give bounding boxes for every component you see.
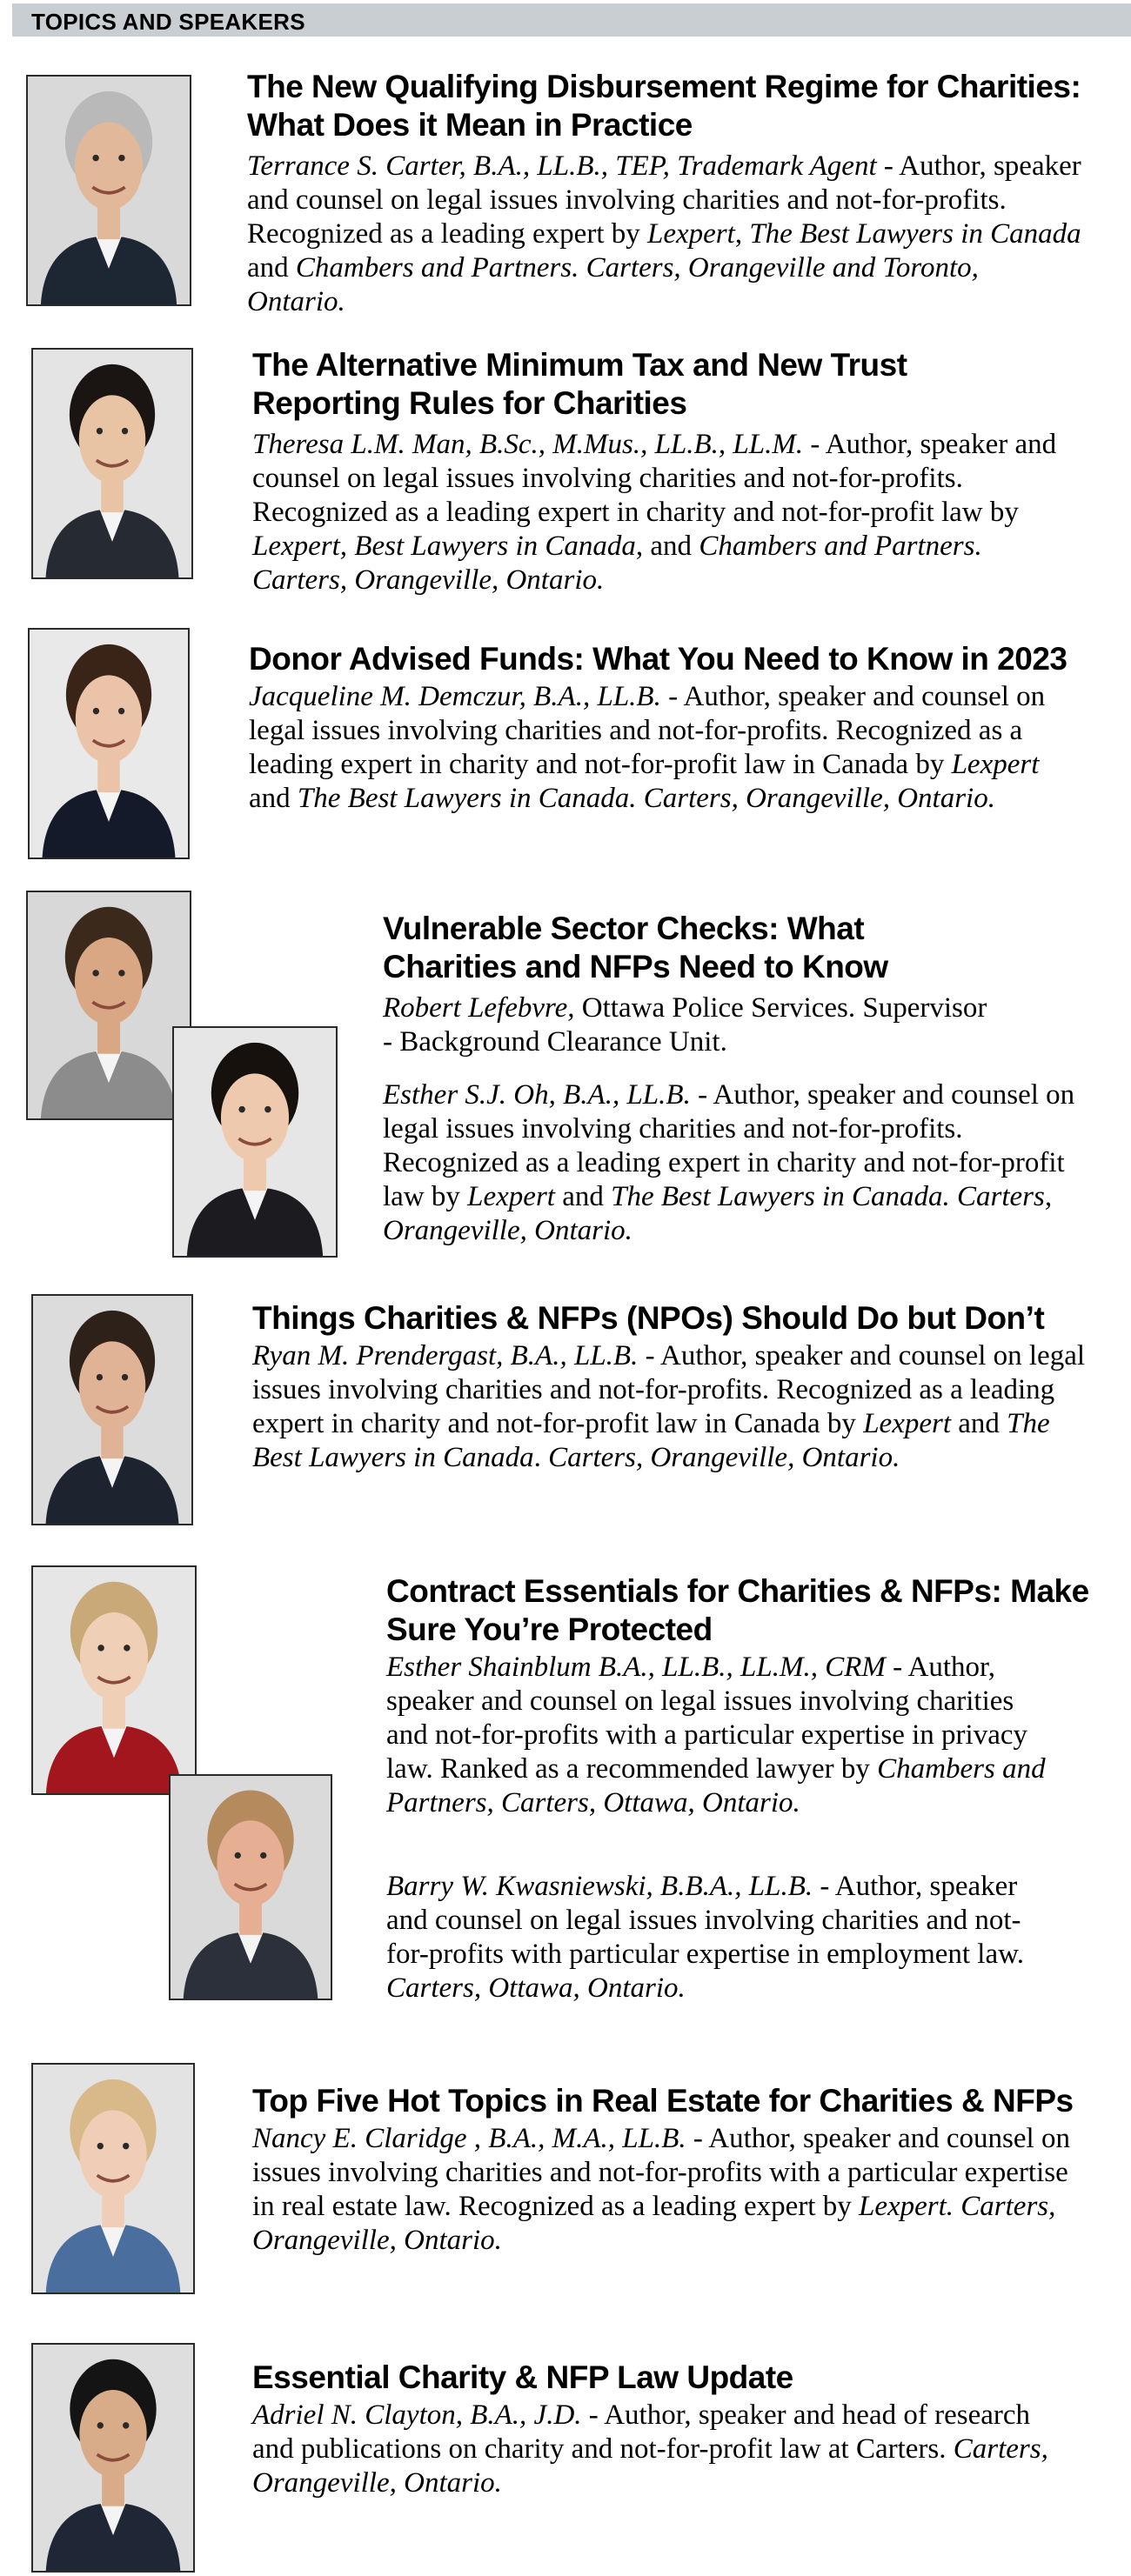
bio-text: .	[533, 1442, 541, 1473]
speaker-bio	[252, 2399, 1053, 2500]
bio-italic-text: Carters, Ottawa, Ontario.	[386, 1972, 686, 2004]
speaker-bio	[247, 150, 1082, 319]
session-title-line: Essential Charity & NFP Law Update	[252, 2359, 793, 2395]
bio-text: Ottawa Police Services. Supervisor - Background Clearance Unit.	[383, 992, 987, 1058]
session-title-line: Top Five Hot Topics in Real Estate for Charities & NFPs	[252, 2083, 1074, 2119]
portrait-image	[28, 892, 190, 1118]
bio-italic-text: Chambers and Partners. Carters, Orangeville and Toronto, Ontario.	[247, 252, 979, 317]
bio-italic-text: Chambers and Partners. Carters, Orangeville, Ontario.	[252, 531, 982, 596]
session-title-line: Charities and NFPs Need to Know	[383, 949, 888, 984]
portrait-image	[33, 2065, 193, 2292]
bio-italic-text: Carters, Orangeville, Ontario.	[540, 1442, 900, 1473]
session-title	[247, 68, 1081, 144]
session-title	[249, 640, 1067, 678]
speaker-bio	[249, 680, 1075, 816]
bio-text: - Author, speaker and counsel on legal issues involving charities and not-for-profits with particular expertise in employment law.	[386, 1871, 1025, 1970]
speaker-photo-lefebvre	[26, 891, 191, 1120]
bio-italic-text: Ryan M. Prendergast, B.A., LL.B.	[252, 1340, 639, 1371]
bio-italic-text: Theresa L.M. Man, B.Sc., M.Mus., LL.B., LL.M.	[252, 429, 804, 460]
bio-text: - Author, speaker and counsel on legal issues involving charities and not-for-profits with a particular expertise in privacy law. Ranked as a recommended lawyer by	[386, 1652, 1027, 1785]
speaker-bio	[252, 1339, 1088, 1475]
session-title-line: Reporting Rules for Charities	[252, 385, 687, 421]
bio-italic-text: Lexpert	[951, 749, 1040, 780]
bio-italic-text: Nancy E. Claridge , B.A., M.A., LL.B.	[252, 2123, 686, 2154]
portrait-image	[30, 630, 188, 858]
bio-text: - Author, speaker and counsel on issues involving charities and not-for-profits with a particular expertise in real estate law. Recognized as a leading expert by	[252, 2123, 1070, 2222]
bio-italic-text: Carters, Orangeville, Ontario.	[252, 2433, 1048, 2499]
session-title	[252, 346, 907, 423]
portrait-image	[174, 1028, 336, 1256]
bio-italic-text: Terrance S. Carter, B.A., LL.B., TEP, Trademark Agent	[247, 150, 877, 182]
session-title	[383, 910, 888, 986]
bio-italic-text: Barry W. Kwasniewski, B.B.A., LL.B.	[386, 1871, 813, 1902]
session-title-line: Sure You’re Protected	[386, 1612, 713, 1647]
session-title	[252, 2359, 793, 2397]
bio-italic-text: Lexpert. Carters, Orangeville, Ontario.	[252, 2191, 1056, 2256]
portrait-image	[33, 1296, 191, 1524]
bio-italic-text: The Best Lawyers in Canada. Carters, Orangeville, Ontario.	[297, 783, 995, 814]
session-title-line: Contract Essentials for Charities & NFPs: Make	[386, 1573, 1089, 1609]
bio-italic-text: Adriel N. Clayton, B.A., J.D.	[252, 2399, 582, 2431]
session-title	[386, 1572, 1089, 1649]
session-title-line: Vulnerable Sector Checks: What	[383, 911, 865, 946]
section-header: TOPICS AND SPEAKERS	[31, 9, 305, 35]
speaker-photo-shainblum	[31, 1565, 197, 1795]
bio-text: - Author, speaker and counsel on legal issues involving charities and not-for-profits. Recognized as a leading expert in charity and not-for-profit law by	[383, 1079, 1075, 1212]
speaker-bio	[383, 1078, 1088, 1248]
speaker-photo-kwasniewski	[169, 1774, 332, 2000]
bio-text: - Author, speaker and counsel on legal issues involving charities and not-for-profits. Recognized as a leading expert by	[247, 150, 1081, 250]
speaker-photo-carter	[26, 75, 191, 306]
bio-italic-text: Esther S.J. Oh, B.A., LL.B.	[383, 1079, 691, 1111]
speaker-bio	[386, 1651, 1047, 1820]
bio-text: , and	[635, 531, 699, 562]
bio-italic-text: Chambers and Partners, Carters, Ottawa, Ontario.	[386, 1753, 1046, 1819]
speaker-bio	[383, 991, 992, 1059]
session-title-line: What Does it Mean in Practice	[247, 107, 693, 143]
session-title-line: Things Charities & NFPs (NPOs) Should Do but Don’t	[252, 1300, 1045, 1336]
bio-italic-text: Lexpert, Best Lawyers in Canada	[252, 531, 636, 562]
bio-text: - Author, speaker and counsel on legal issues involving charities and not-for-profits. Recognized as a leading expert in charity and not-for-profit law by	[252, 429, 1057, 528]
session-title	[252, 1299, 1044, 1338]
bio-italic-text: The Best Lawyers in Canada	[252, 1408, 1050, 1473]
bio-text: and	[951, 1408, 1007, 1439]
section-header-bar	[12, 3, 1131, 37]
bio-text: - Author, speaker and counsel on legal issues involving charities and not-for-profits. Recognized as a leading expert in charity and not-for-profit law in Canada by	[252, 1340, 1086, 1439]
bio-italic-text: The Best Lawyers in Canada. Carters, Orangeville, Ontario.	[383, 1181, 1053, 1246]
portrait-image	[33, 1567, 195, 1793]
bio-text: - Author, speaker and head of research and publications on charity and not-for-profit law at Carters.	[252, 2399, 1030, 2465]
speaker-bio	[252, 2122, 1096, 2258]
bio-text: and	[249, 783, 298, 814]
speaker-photo-prendergast	[31, 1294, 193, 1525]
session-title-line: Donor Advised Funds: What You Need to Know in 2023	[249, 641, 1067, 677]
portrait-image	[33, 2345, 193, 2571]
bio-text: and	[554, 1181, 612, 1212]
bio-text: ,	[734, 218, 750, 250]
bio-italic-text: Lexpert	[647, 218, 735, 250]
speaker-photo-oh	[172, 1026, 338, 1258]
bio-text: and	[247, 252, 296, 284]
bio-italic-text: Esther Shainblum B.A., LL.B., LL.M., CRM	[386, 1652, 886, 1683]
speaker-photo-man	[31, 348, 193, 579]
speaker-photo-clayton	[31, 2343, 195, 2573]
speaker-photo-demczur	[28, 628, 190, 859]
bio-italic-text: The Best Lawyers in Canada	[749, 218, 1081, 250]
portrait-image	[33, 350, 191, 577]
session-title	[252, 2082, 1074, 2120]
bio-italic-text: Jacqueline M. Demczur, B.A., LL.B.	[249, 681, 661, 712]
speaker-bio	[386, 1870, 1047, 2005]
portrait-image	[171, 1776, 331, 1999]
speaker-photo-claridge	[31, 2063, 195, 2294]
session-title-line: The Alternative Minimum Tax and New Trust	[252, 347, 907, 383]
bio-italic-text: Lexpert	[863, 1408, 951, 1439]
bio-italic-text: Lexpert	[467, 1181, 555, 1212]
portrait-image	[28, 77, 190, 304]
session-title-line: The New Qualifying Disbursement Regime for Charities:	[247, 69, 1081, 104]
bio-italic-text: Robert Lefebvre,	[383, 992, 575, 1024]
speaker-bio	[252, 428, 1079, 597]
bio-text: - Author, speaker and counsel on legal issues involving charities and not-for-profits. Recognized as a leading expert in charity and not-for-profit law in Canada by	[249, 681, 1046, 780]
